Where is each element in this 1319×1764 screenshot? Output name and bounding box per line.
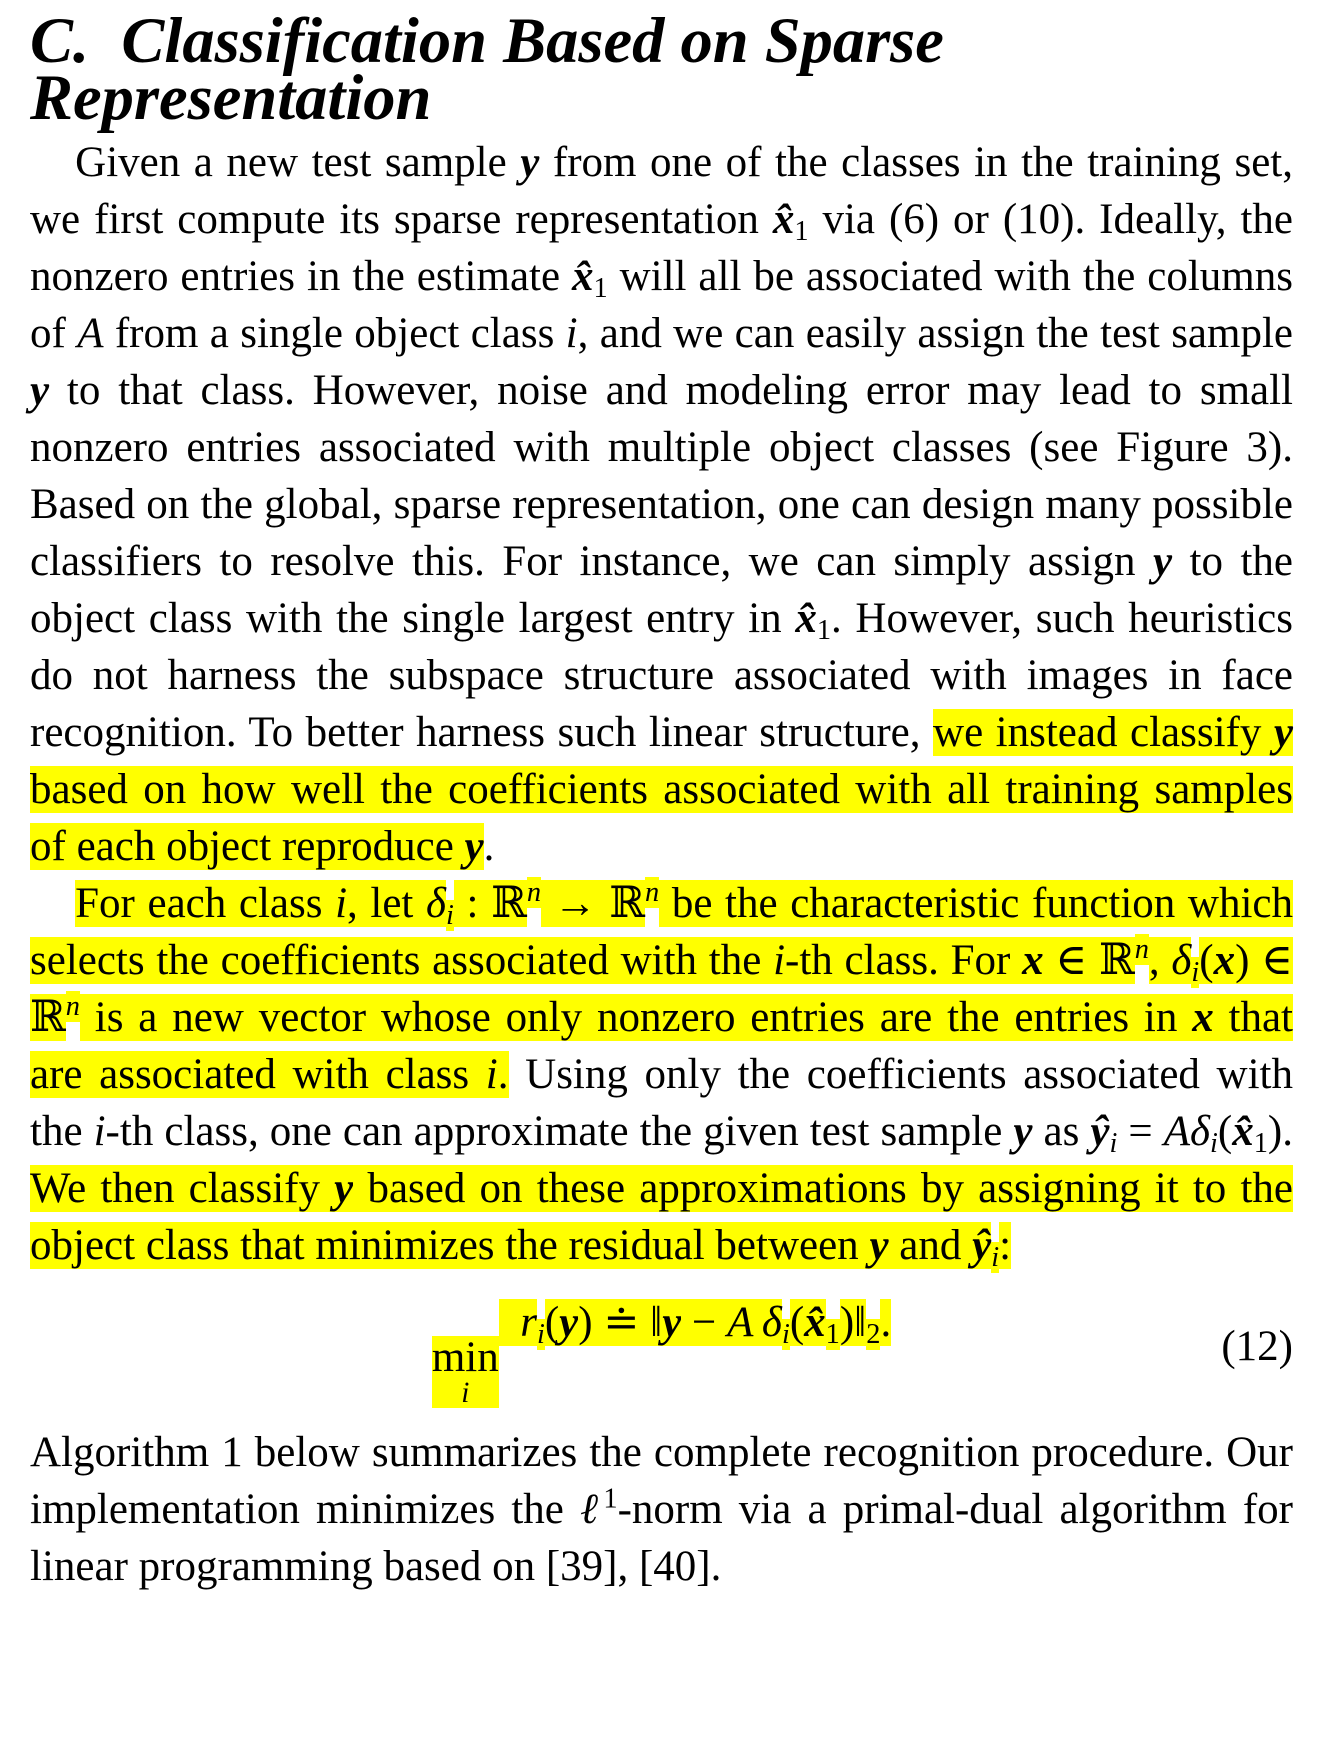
highlighted-text-segment: ŷ [972,1222,992,1269]
text-segment: Algorithm 1 below summarizes the complete recognition procedure. Our implementation minimizes the [30,1429,1293,1534]
highlighted-text-segment: i [485,1051,498,1098]
highlighted-text-segment: , [1148,937,1172,984]
text-segment: ℓ [580,1486,604,1534]
highlighted-text-segment: x [1022,937,1044,984]
text-segment: . [483,823,495,870]
text-segment: will all be associated with the columns of [30,253,1293,357]
highlighted-text-segment: ) ∈ [1235,937,1293,984]
text-segment: 1 [816,615,831,647]
text-segment: ). [1267,1108,1293,1155]
highlighted-text-segment: y [334,1165,354,1212]
highlighted-text-segment: ‖ [854,1299,867,1346]
highlighted-text-segment: . [497,1051,509,1098]
highlighted-text-segment: ( [1199,937,1214,984]
paragraph-2 [30,875,1293,1274]
highlighted-text-segment: x̂ [804,1299,826,1346]
text-segment: x̂ [1232,1108,1254,1155]
text-segment: 1 [603,1483,618,1515]
highlighted-text-segment: ℝ [30,994,66,1041]
text-segment: Aδ [1163,1108,1210,1155]
text-segment: as [1032,1108,1091,1155]
highlighted-text-segment: i [536,1319,545,1351]
highlighted-text-segment: is a new vector whose only nonzero entries are the entries in [79,994,1193,1041]
highlighted-text-segment: n [65,991,80,1023]
equation [30,1294,1293,1408]
highlighted-text-segment: δ [426,880,447,927]
highlighted-text-segment: -th class. For [785,937,1023,984]
highlighted-text-segment: : [453,880,492,927]
text-segment: , and we can easily assign the test sample [577,310,1293,357]
text-segment: y [30,367,50,414]
highlighted-text-segment: ≐ [603,1299,640,1346]
highlighted-text-segment: A δ [727,1299,782,1346]
section-heading: C. Classification Based on Sparse Representation [30,5,944,133]
highlighted-text-segment: i [773,937,786,984]
highlighted-text-segment: n [645,877,660,909]
highlighted-text-segment: y [559,1299,579,1346]
highlighted-text-segment: n [526,877,542,909]
text-segment: 1 [1253,1128,1268,1160]
highlighted-text-segment: y [662,1299,682,1346]
text-segment: Given a new test sample [75,139,521,186]
text-segment: from one of the classes in the training set, we first compute its sparse representation [30,139,1294,243]
highlighted-text-segment: 1 [825,1319,840,1351]
text-segment: i [565,310,578,357]
highlighted-text-segment: that are associated with class [30,994,1294,1098]
paragraph-1 [30,134,1293,875]
highlighted-text-segment: 2 [866,1319,881,1351]
text-segment: from a single object class [103,310,566,357]
paragraph-3 [30,1424,1293,1595]
highlighted-text-segment: ℝ [609,880,646,927]
text-segment: 1 [794,216,809,248]
highlighted-text-segment: x [1192,994,1214,1041]
min-operator: min i [431,1334,499,1410]
text-segment: -th class, one can approximate the given test sample [105,1108,1014,1155]
highlighted-text-segment: and [888,1222,973,1269]
text-segment: -norm via a primal-dual algorithm for linear programming based on [39], [40]. [30,1486,1293,1591]
highlighted-text-segment: δ [1171,937,1192,984]
highlighted-text-segment: y [1273,709,1293,756]
equation-number: (12) [1221,1323,1293,1371]
highlighted-text-segment: ℝ [1098,937,1135,984]
highlighted-text-segment: i [991,1242,1000,1274]
text-segment: x̂ [772,196,795,243]
highlighted-text-segment: ) [839,1299,855,1346]
highlighted-text-segment: x [1213,937,1236,984]
highlighted-text-segment: ( [789,1299,805,1346]
highlighted-text-segment: − [681,1299,728,1346]
text-segment: 1 [593,273,608,305]
text-segment: ( [1217,1108,1233,1155]
text-segment: . However, such heuristics do not harness the subspace structure associated with images in face recognition. To better harness such linear structure, [30,595,1293,756]
text-segment: Using only the coefficients associated with the [30,1051,1293,1155]
highlighted-text-segment: i [781,1319,790,1351]
text-segment: x̂ [571,253,594,300]
highlighted-text-segment: i [446,900,454,932]
text-segment: y [520,139,540,186]
text-segment: i [1109,1128,1118,1160]
highlighted-text-segment: n [1134,934,1149,966]
text-segment: ŷ [1090,1108,1110,1155]
text-segment: to the object class with the single largest entry in [30,538,1293,642]
highlighted-text-segment: y [464,823,484,870]
highlighted-text-segment: ℝ [491,880,527,927]
highlighted-text-segment: . [880,1299,892,1346]
highlighted-text-segment: ‖ [639,1299,663,1346]
highlighted-text-segment: : [999,1222,1012,1269]
text-segment: i [93,1108,106,1155]
equation-body [431,1299,892,1410]
text-segment: y [1152,538,1173,585]
text-segment: A [77,310,104,357]
highlighted-text-segment: ( [544,1299,560,1346]
text-segment: to that class. However, noise and modeling error may lead to small nonzero entries associated with multiple object classes (see Figure 3). Based on the global, sparse representation, one can design many possible classifiers to resolve this. For instance, we can simply assign [30,367,1293,585]
highlighted-text-segment: We then classify [30,1165,335,1212]
text-segment: i [1210,1128,1218,1160]
text-segment: y [1013,1108,1033,1155]
highlighted-text-segment: ∈ [1043,937,1099,984]
highlighted-text-segment [499,1299,521,1346]
highlighted-text-segment: we instead classify [933,709,1274,756]
text-segment: x̂ [795,595,817,642]
highlighted-text-segment: ) [578,1299,604,1346]
text-segment: via (6) or (10). Ideally, the nonzero entries in the estimate [30,196,1293,300]
highlighted-text-segment: based on how well the coefficients associated with all training samples of each object reproduce [30,766,1293,870]
highlighted-text-segment: y [869,1222,889,1269]
highlighted-text-segment: , let [347,880,427,927]
text-segment: = [1117,1108,1164,1155]
highlighted-text-segment: based on these approximations by assigning it to the object class that minimizes the residual between [30,1165,1293,1269]
highlighted-text-segment: For each class [75,880,336,927]
highlighted-text-segment: i [335,880,348,927]
highlighted-text-segment: i [1191,957,1200,989]
highlighted-text-segment: r [520,1299,537,1346]
highlighted-text-segment: → [541,880,610,927]
highlighted-text-segment: be the characteristic function which selects the coefficients associated with the [30,880,1294,984]
